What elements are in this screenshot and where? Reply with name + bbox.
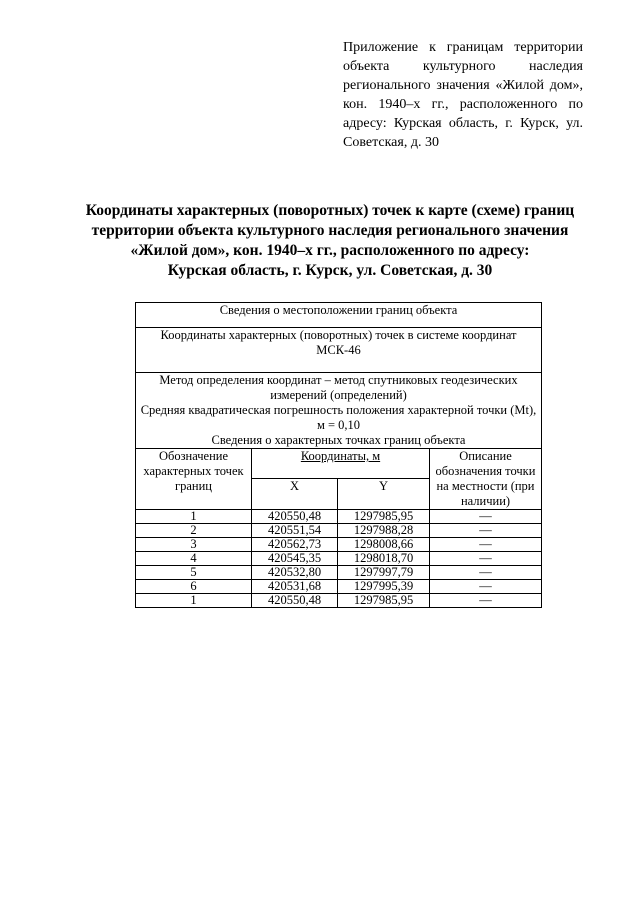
table-header-location (136, 303, 542, 328)
table-row (136, 580, 542, 594)
coordinate-system-cell: Координаты характерных (поворотных) точек в системе координат МСК-46 (136, 328, 542, 373)
heading-line-2: территории объекта культурного наследия регионального значения (91, 222, 569, 239)
y-header: Y (338, 479, 430, 510)
point-x: 420551,54 (252, 524, 338, 538)
point-y: 1297988,28 (338, 524, 430, 538)
point-y: 1298008,66 (338, 538, 430, 552)
heading-line-3: «Жилой дом», кон. 1940–х гг., расположенного по адресу: (130, 242, 530, 259)
point-description: — (430, 510, 542, 524)
table-row (136, 566, 542, 580)
point-number: 5 (136, 566, 252, 580)
coordinates-header (252, 449, 430, 479)
x-header: X (252, 479, 338, 510)
point-description: — (430, 552, 542, 566)
point-number: 1 (136, 594, 252, 608)
point-y: 1298018,70 (338, 552, 430, 566)
description-header: Описание обозначения точки на местности (при наличии) (430, 449, 542, 510)
coordinates-table (135, 302, 542, 608)
accuracy-text: Средняя квадратическая погрешность положения характерной точки (Mt), м = 0,10 (140, 403, 537, 432)
points-info-text: Сведения о характерных точках границ объекта (211, 433, 466, 447)
point-description: — (430, 594, 542, 608)
document-heading (60, 201, 600, 281)
point-x: 420531,68 (252, 580, 338, 594)
point-x: 420532,80 (252, 566, 338, 580)
point-description: — (430, 580, 542, 594)
point-number: 2 (136, 524, 252, 538)
table-row (136, 538, 542, 552)
table-header-method (136, 373, 542, 449)
appendix-annotation: Приложение к границам территории объекта культурного наследия регионального значения «Жилой дом», кон. 1940–х гг., расположенного по адресу: Курская область, г. Курск, ул. Советская, д. 30 (343, 40, 583, 150)
method-text: Метод определения координат – метод спутниковых геодезических измерений (определений) (159, 373, 518, 402)
point-x: 420550,48 (252, 594, 338, 608)
point-description: — (430, 538, 542, 552)
point-y: 1297995,39 (338, 580, 430, 594)
column-header-row (136, 449, 542, 479)
point-y: 1297985,95 (338, 594, 430, 608)
table-row (136, 552, 542, 566)
table-header-system (136, 328, 542, 373)
heading-line-1: Координаты характерных (поворотных) точек к карте (схеме) границ (85, 202, 575, 219)
location-header-cell: Сведения о местоположении границ объекта (136, 303, 542, 328)
point-number: 1 (136, 510, 252, 524)
table-row (136, 594, 542, 608)
table-row (136, 510, 542, 524)
table-row (136, 524, 542, 538)
coordinates-header-label: Координаты, м (300, 449, 381, 463)
point-x: 420550,48 (252, 510, 338, 524)
point-description: — (430, 524, 542, 538)
heading-line-4: Курская область, г. Курск, ул. Советская, д. 30 (167, 262, 493, 279)
point-description: — (430, 566, 542, 580)
point-y: 1297985,95 (338, 510, 430, 524)
point-x: 420562,73 (252, 538, 338, 552)
point-number: 4 (136, 552, 252, 566)
point-x: 420545,35 (252, 552, 338, 566)
method-cell (136, 373, 542, 449)
point-number: 3 (136, 538, 252, 552)
point-number: 6 (136, 580, 252, 594)
designation-header: Обозначение характерных точек границ (136, 449, 252, 510)
point-y: 1297997,79 (338, 566, 430, 580)
